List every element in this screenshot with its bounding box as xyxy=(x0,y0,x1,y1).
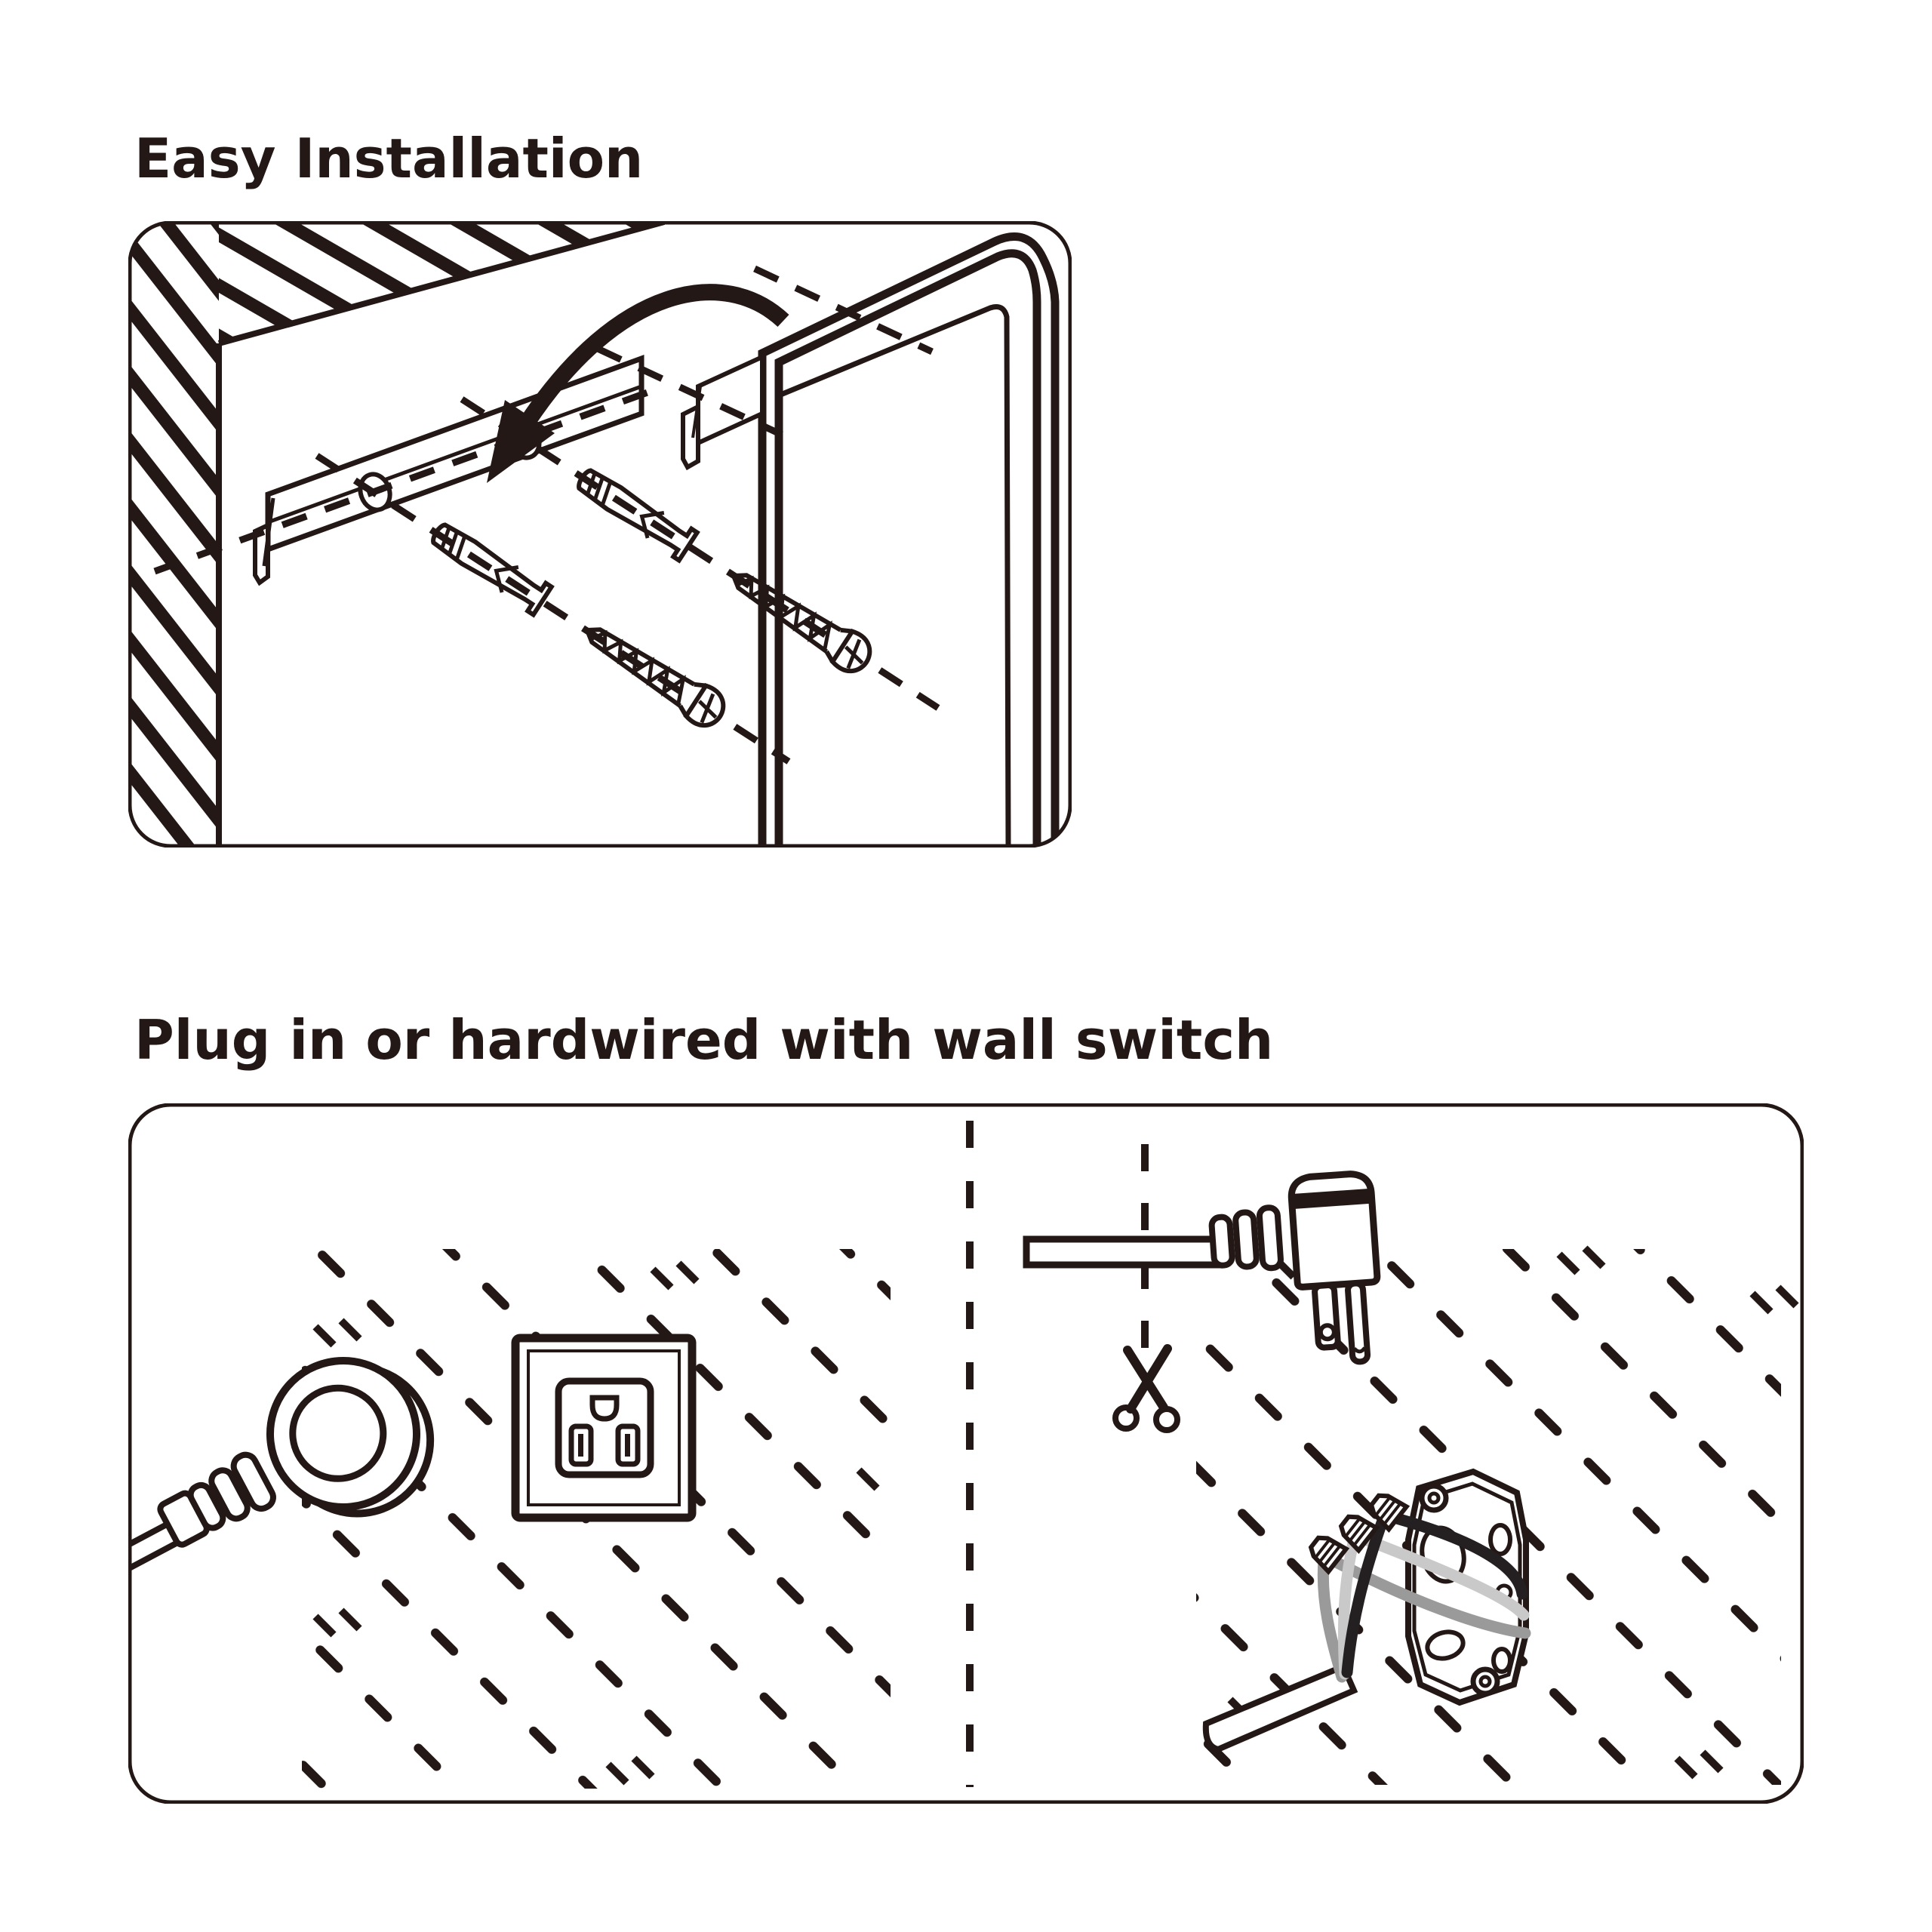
section-title-easy-installation: Easy Installation xyxy=(134,127,644,190)
mirror-panel-side-view xyxy=(683,237,1055,847)
cord-strain-relief xyxy=(1259,1207,1281,1268)
section-title-plug-or-hardwire: Plug in or hardwired with wall switch xyxy=(134,1008,1274,1072)
plug-or-hardwire-figure xyxy=(128,1103,1804,1804)
hatched-wall-corner xyxy=(129,222,664,847)
wall-anchor xyxy=(427,518,551,614)
outlet-ground-hole xyxy=(592,1398,617,1419)
power-cord xyxy=(1026,1239,1217,1265)
easy-installation-figure xyxy=(128,221,1072,848)
cord-strain-relief xyxy=(1235,1212,1257,1267)
scissors-icon xyxy=(1115,1349,1177,1430)
mounting-screw xyxy=(577,614,731,733)
mounting-screw xyxy=(723,560,877,678)
mirror-back-cleat xyxy=(683,357,762,467)
wall-anchor xyxy=(573,463,697,560)
wall-outlet xyxy=(515,1338,692,1518)
cord-strain-relief xyxy=(1211,1217,1232,1266)
